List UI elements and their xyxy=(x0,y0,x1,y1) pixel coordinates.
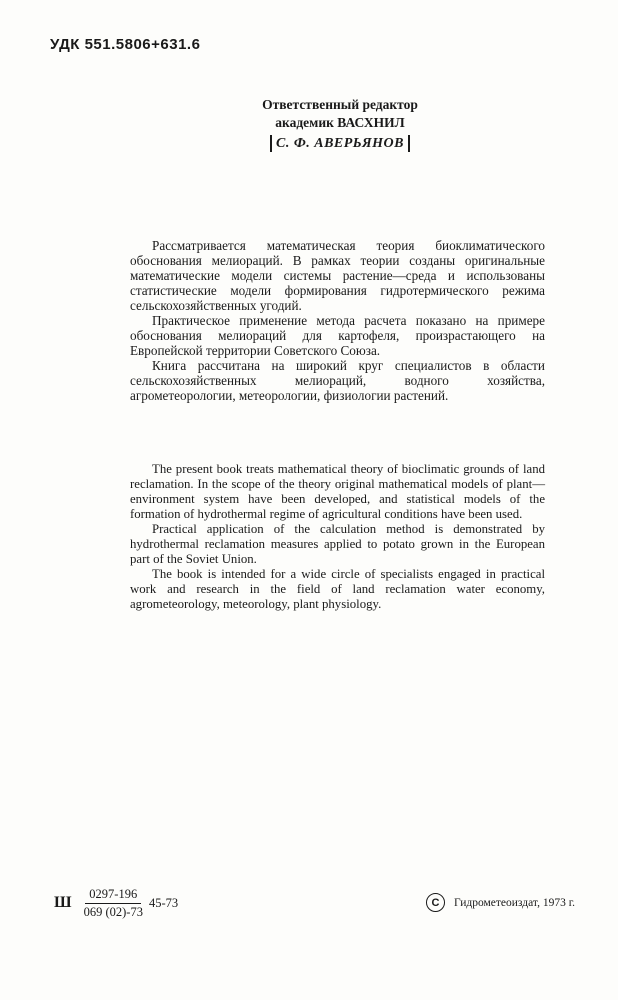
abstract-ru-paragraph: Рассматривается математическая теория биоклиматического обоснования мелиораций. В рамках теории созданы оригинальные математические модели системы растение—среда и использованы статистические модели формирования гидротермического режима сельскохозяйственных угодий. xyxy=(130,238,545,313)
editor-name: С. Ф. АВЕРЬЯНОВ xyxy=(270,135,410,152)
editor-block xyxy=(240,96,440,152)
copyright-line xyxy=(426,893,575,912)
catalog-fraction xyxy=(80,887,147,920)
abstract-ru-paragraph: Книга рассчитана на широкий круг специалистов в области сельскохозяйственных мелиораций, водного хозяйства, агрометеорологии, метеорологии, физиологии растений. xyxy=(130,358,545,403)
abstract-russian xyxy=(130,238,545,403)
abstract-en-paragraph: The present book treats mathematical theory of bioclimatic grounds of land reclamation. In the scope of the theory original mathematical models of plant—environment system have been developed, and statistical models of the formation of hydrothermal regime of agricultural conditions have been used. xyxy=(130,462,545,521)
catalog-code xyxy=(54,880,178,926)
udk-code: УДК 551.5806+631.6 xyxy=(50,36,201,53)
abstract-en-paragraph: The book is intended for a wide circle of specialists engaged in practical work and research in the field of land reclamation water economy, agrometeorology, meteorology, plant physiology. xyxy=(130,567,545,611)
catalog-letter: Ш xyxy=(54,894,72,911)
catalog-denominator: 069 (02)-73 xyxy=(83,904,143,919)
catalog-suffix: 45-73 xyxy=(148,895,179,910)
catalog-numerator: 0297-196 xyxy=(85,887,141,904)
editor-title: академик ВАСХНИЛ xyxy=(275,115,405,130)
abstract-en-paragraph: Practical application of the calculation method is demonstrated by hydrothermal reclamation measures applied to potato grown in the European part of the Soviet Union. xyxy=(130,522,545,566)
copyright-icon: C xyxy=(426,893,445,912)
abstract-ru-paragraph: Практическое применение метода расчета показано на примере обоснования мелиораций для картофеля, произрастающего на Европейской территории Советского Союза. xyxy=(130,313,545,358)
publisher-text: Гидрометеоиздат, 1973 г. xyxy=(454,896,575,909)
abstract-english xyxy=(130,462,545,612)
editor-role: Ответственный редактор xyxy=(262,97,418,112)
